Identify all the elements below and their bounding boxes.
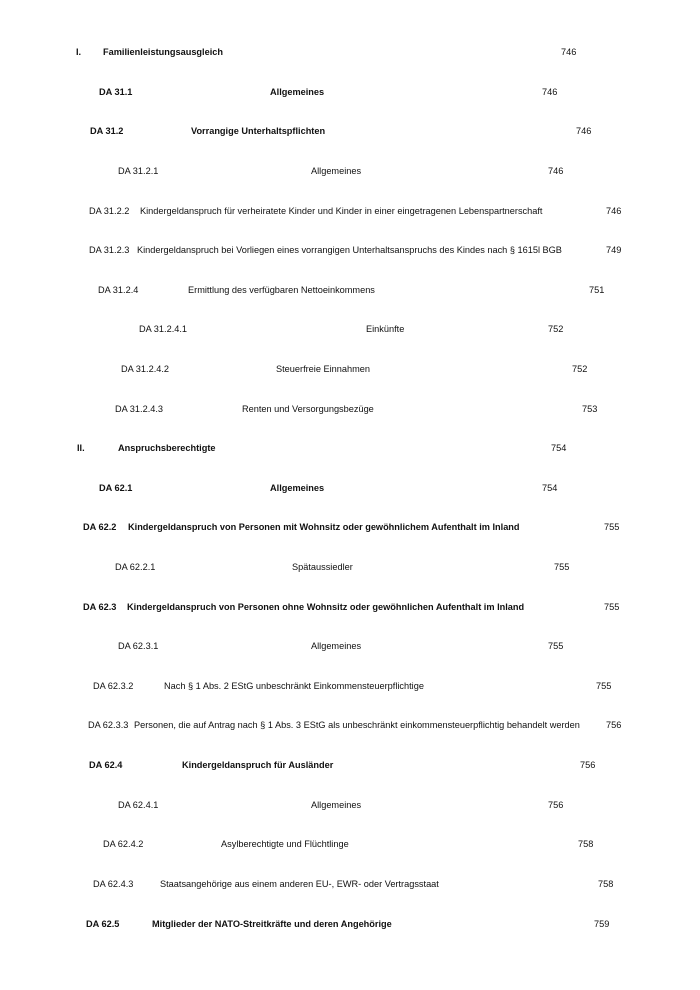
toc-page-number: 746 (576, 126, 592, 136)
toc-title: Kindergeldanspruch für verheiratete Kinder und Kinder in einer eingetragenen Lebenspartnerschaft (140, 206, 543, 216)
toc-page-number: 754 (551, 443, 567, 453)
toc-number: DA 62.4 (89, 760, 123, 770)
toc-number: DA 62.1 (99, 483, 133, 493)
toc-number: DA 31.2.1 (118, 166, 159, 176)
toc-number: DA 62.5 (86, 919, 120, 929)
toc-page-number: 754 (542, 483, 558, 493)
toc-number: DA 62.4.3 (93, 879, 134, 889)
toc-number: DA 31.2.4.2 (121, 364, 170, 374)
toc-page-number: 751 (589, 285, 605, 295)
toc-number: DA 62.3.1 (118, 641, 159, 651)
toc-title: Allgemeines (311, 641, 362, 651)
toc-number: DA 62.4.2 (103, 839, 144, 849)
toc-page-number: 749 (606, 245, 622, 255)
toc-number: I. (76, 47, 82, 57)
toc-title: Allgemeines (311, 166, 362, 176)
toc-title: Familienleistungsausgleich (103, 47, 223, 57)
toc-page-number: 755 (604, 522, 620, 532)
toc-title: Steuerfreie Einnahmen (276, 364, 370, 374)
toc-number: DA 31.2.3 (89, 245, 130, 255)
toc-number: DA 62.4.1 (118, 800, 159, 810)
toc-page-number: 758 (598, 879, 614, 889)
toc-title: Ermittlung des verfügbaren Nettoeinkommens (188, 285, 375, 295)
toc-number: DA 62.3 (83, 602, 117, 612)
toc-title: Personen, die auf Antrag nach § 1 Abs. 3 EStG als unbeschränkt einkommensteuerpflichtig behandelt werden (134, 720, 580, 730)
toc-page-number: 746 (542, 87, 558, 97)
toc-title: Spätaussiedler (292, 562, 353, 572)
toc-number: II. (77, 443, 85, 453)
toc-title: Kindergeldanspruch für Ausländer (182, 760, 334, 770)
toc-page-number: 755 (548, 641, 564, 651)
toc-page-number: 756 (580, 760, 596, 770)
toc-page-number: 755 (596, 681, 612, 691)
toc-page-number: 753 (582, 404, 598, 414)
toc-number: DA 62.2.1 (115, 562, 156, 572)
toc-number: DA 31.1 (99, 87, 133, 97)
toc-title: Anspruchsberechtigte (118, 443, 216, 453)
toc-number: DA 31.2.4 (98, 285, 139, 295)
toc-title: Staatsangehörige aus einem anderen EU-, EWR- oder Vertragsstaat (160, 879, 439, 889)
toc-title: Mitglieder der NATO-Streitkräfte und deren Angehörige (152, 919, 392, 929)
toc-number: DA 62.3.2 (93, 681, 134, 691)
toc-page-number: 759 (594, 919, 610, 929)
toc-page-number: 746 (561, 47, 577, 57)
toc-page-number: 746 (606, 206, 622, 216)
toc-title: Renten und Versorgungsbezüge (242, 404, 374, 414)
toc-number: DA 62.3.3 (88, 720, 129, 730)
toc-page-number: 752 (572, 364, 588, 374)
toc-title: Nach § 1 Abs. 2 EStG unbeschränkt Einkommensteuerpflichtige (164, 681, 424, 691)
toc-page-number: 755 (604, 602, 620, 612)
toc-number: DA 31.2.2 (89, 206, 130, 216)
toc-title: Vorrangige Unterhaltspflichten (191, 126, 326, 136)
toc-title: Asylberechtigte und Flüchtlinge (221, 839, 349, 849)
toc-page-number: 755 (554, 562, 570, 572)
toc-page-number: 758 (578, 839, 594, 849)
toc-number: DA 62.2 (83, 522, 117, 532)
toc-title: Allgemeines (270, 483, 325, 493)
toc-page-number: 756 (606, 720, 622, 730)
toc-title: Allgemeines (311, 800, 362, 810)
toc-title: Allgemeines (270, 87, 325, 97)
toc-title: Kindergeldanspruch bei Vorliegen eines vorrangigen Unterhaltsanspruchs des Kindes nach § 1615l BGB (137, 245, 562, 255)
toc-number: DA 31.2 (90, 126, 124, 136)
toc-title: Einkünfte (366, 324, 405, 334)
toc-title: Kindergeldanspruch von Personen ohne Wohnsitz oder gewöhnlichen Aufenthalt im Inland (127, 602, 525, 612)
toc-page-number: 746 (548, 166, 564, 176)
toc-number: DA 31.2.4.3 (115, 404, 164, 414)
toc-page-number: 752 (548, 324, 564, 334)
toc-title: Kindergeldanspruch von Personen mit Wohnsitz oder gewöhnlichem Aufenthalt im Inland (128, 522, 520, 532)
toc-page-number: 756 (548, 800, 564, 810)
toc-number: DA 31.2.4.1 (139, 324, 188, 334)
